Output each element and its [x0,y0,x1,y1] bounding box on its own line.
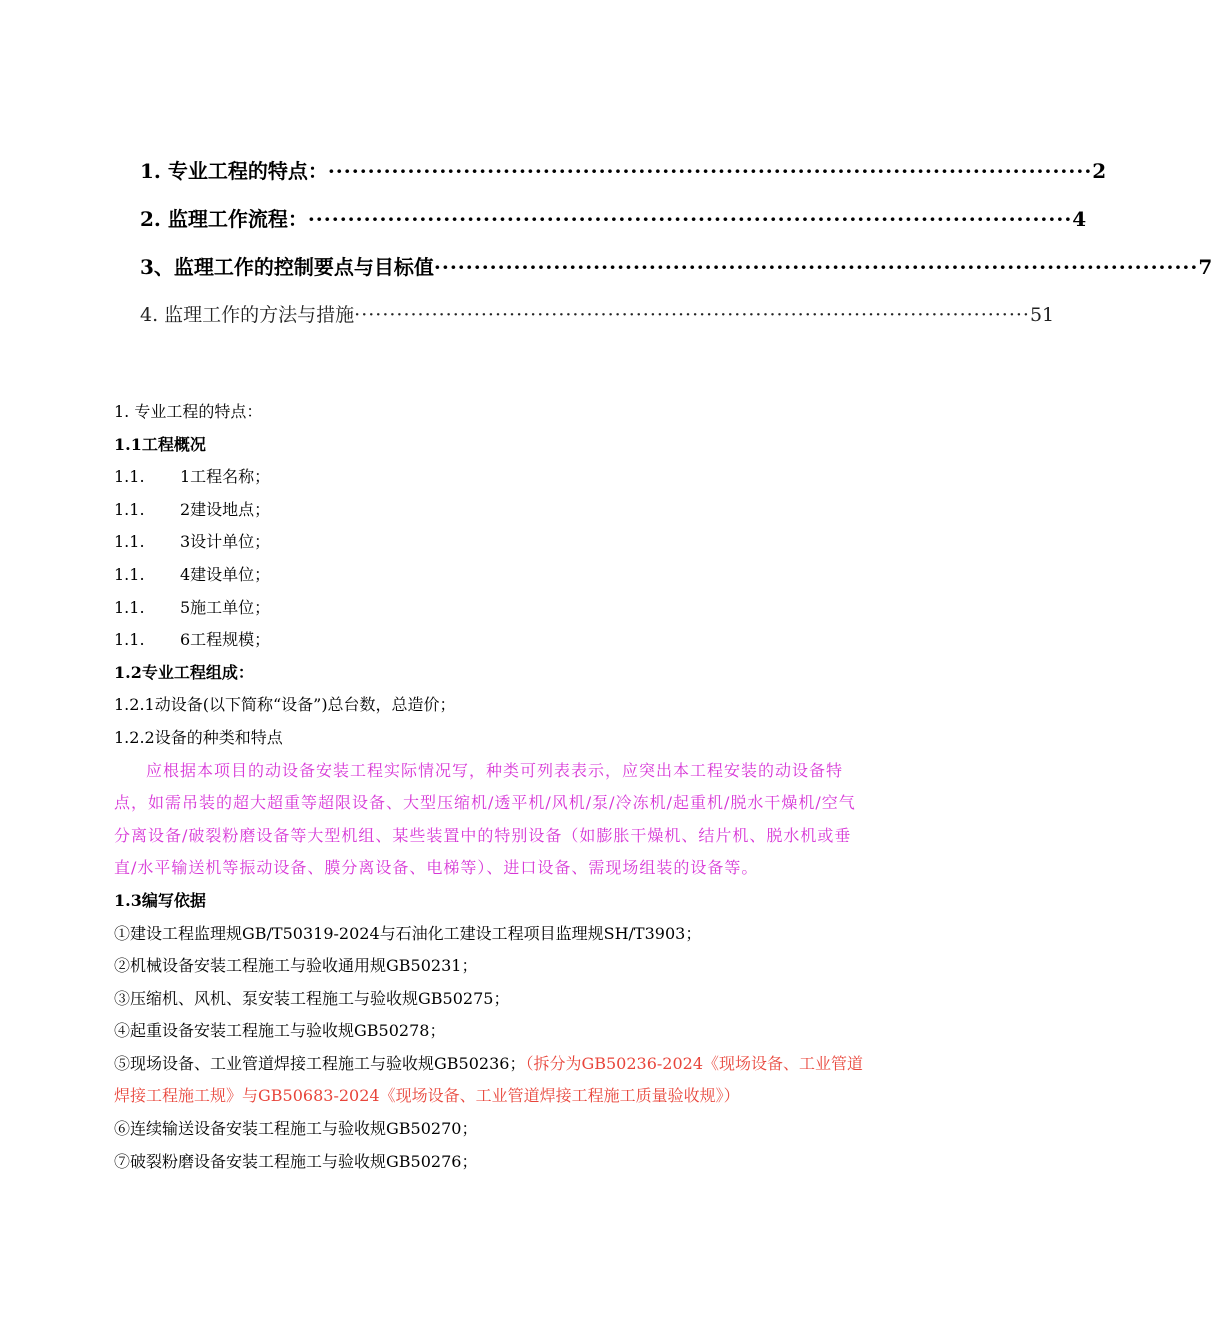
list-item [114,624,864,657]
toc-entry[interactable] [140,188,1087,236]
reference-item: ⑦破裂粉磨设备安装工程施工与验收规GB50276； [114,1151,478,1171]
toc-entry[interactable] [140,284,1055,332]
toc-leader-dots: ································································································ [433,255,1199,279]
guidance-paragraph: 应根据本项目的动设备安装工程实际情况写，种类可列表表示，应突出本工程安装的动设备特点，如需吊装的超大超重等超限设备、大型压缩机/透平机/风机/泵/冷冻机/起重机/脱水干燥机/空气分离设备/破裂粉磨设备等大型机组、某些装置中的特别设备（如膨胀干燥机、结片机、脱水机或垂直/水平输送机等振动设备、膜分离设备、电梯等）、进口设备、需现场组装的设备等。 [114,760,856,878]
reference-note: （拆分为GB50236-2024《现场设备、工业管道焊接工程施工规》与GB50683-2024《现场设备、工业管道焊接工程施工质量验收规》） [114,1053,864,1106]
reference-item: ①建设工程监理规GB/T50319-2024与石油化工建设工程项目监理规SH/T3903； [114,923,702,943]
reference-item: ⑥连续输送设备安装工程施工与验收规GB50270； [114,1119,478,1139]
subsection-heading: 1.1工程概况 [114,434,206,454]
subsection-heading: 1.3编写依据 [114,890,206,910]
toc-entry-title: 1. 专业工程的特点： [140,159,328,183]
body-line: 1.2.2设备的种类和特点 [114,727,283,747]
list-item [114,461,864,494]
list-item [114,494,864,527]
reference-item: ④起重设备安装工程施工与验收规GB50278； [114,1021,446,1041]
item-number: 1.1. [114,467,145,487]
item-text: 1工程名称； [180,467,271,487]
reference-item [114,1048,864,1113]
toc-leader-dots: ································································································ [354,304,1030,326]
item-number: 1.1. [114,532,145,552]
toc-leader-dots: ································································································ [327,159,1093,183]
list-item [114,592,864,625]
body-line: 1.2.1动设备(以下简称“设备”)总台数，总造价； [114,695,456,715]
item-number: 1.1. [114,499,145,519]
item-number: 1.1. [114,564,145,584]
toc-entry[interactable] [140,140,1107,188]
item-text: 3设计单位； [180,532,271,552]
toc-entry-title: 2. 监理工作流程： [140,207,308,231]
toc-entry-page: 7 [1198,255,1212,279]
section-heading: 1. 专业工程的特点： [114,402,263,421]
item-text: 6工程规模； [180,630,271,650]
list-item [114,559,864,592]
item-text: 4建设单位； [180,564,271,584]
toc-entry-page: 4 [1072,207,1087,231]
reference-text: ⑤现场设备、工业管道焊接工程施工与验收规GB50236； [114,1053,526,1073]
toc-entry-page: 2 [1092,159,1107,183]
list-item [114,526,864,559]
reference-item: ②机械设备安装工程施工与验收通用规GB50231； [114,956,478,976]
subsection-heading: 1.2专业工程组成： [114,662,254,682]
document-body [114,396,864,1178]
item-number: 1.1. [114,597,145,617]
reference-item: ③压缩机、风机、泵安装工程施工与验收规GB50275； [114,988,510,1008]
item-text: 2建设地点； [180,499,271,519]
toc-leader-dots: ································································································ [307,207,1073,231]
item-text: 5施工单位； [180,597,271,617]
item-number: 1.1. [114,630,145,650]
toc-entry-title: 4. 监理工作的方法与措施 [140,304,355,326]
table-of-contents [140,140,1212,332]
toc-entry[interactable] [140,236,1212,284]
toc-entry-title: 3、监理工作的控制要点与目标值 [140,255,434,279]
toc-entry-page: 51 [1029,304,1055,326]
